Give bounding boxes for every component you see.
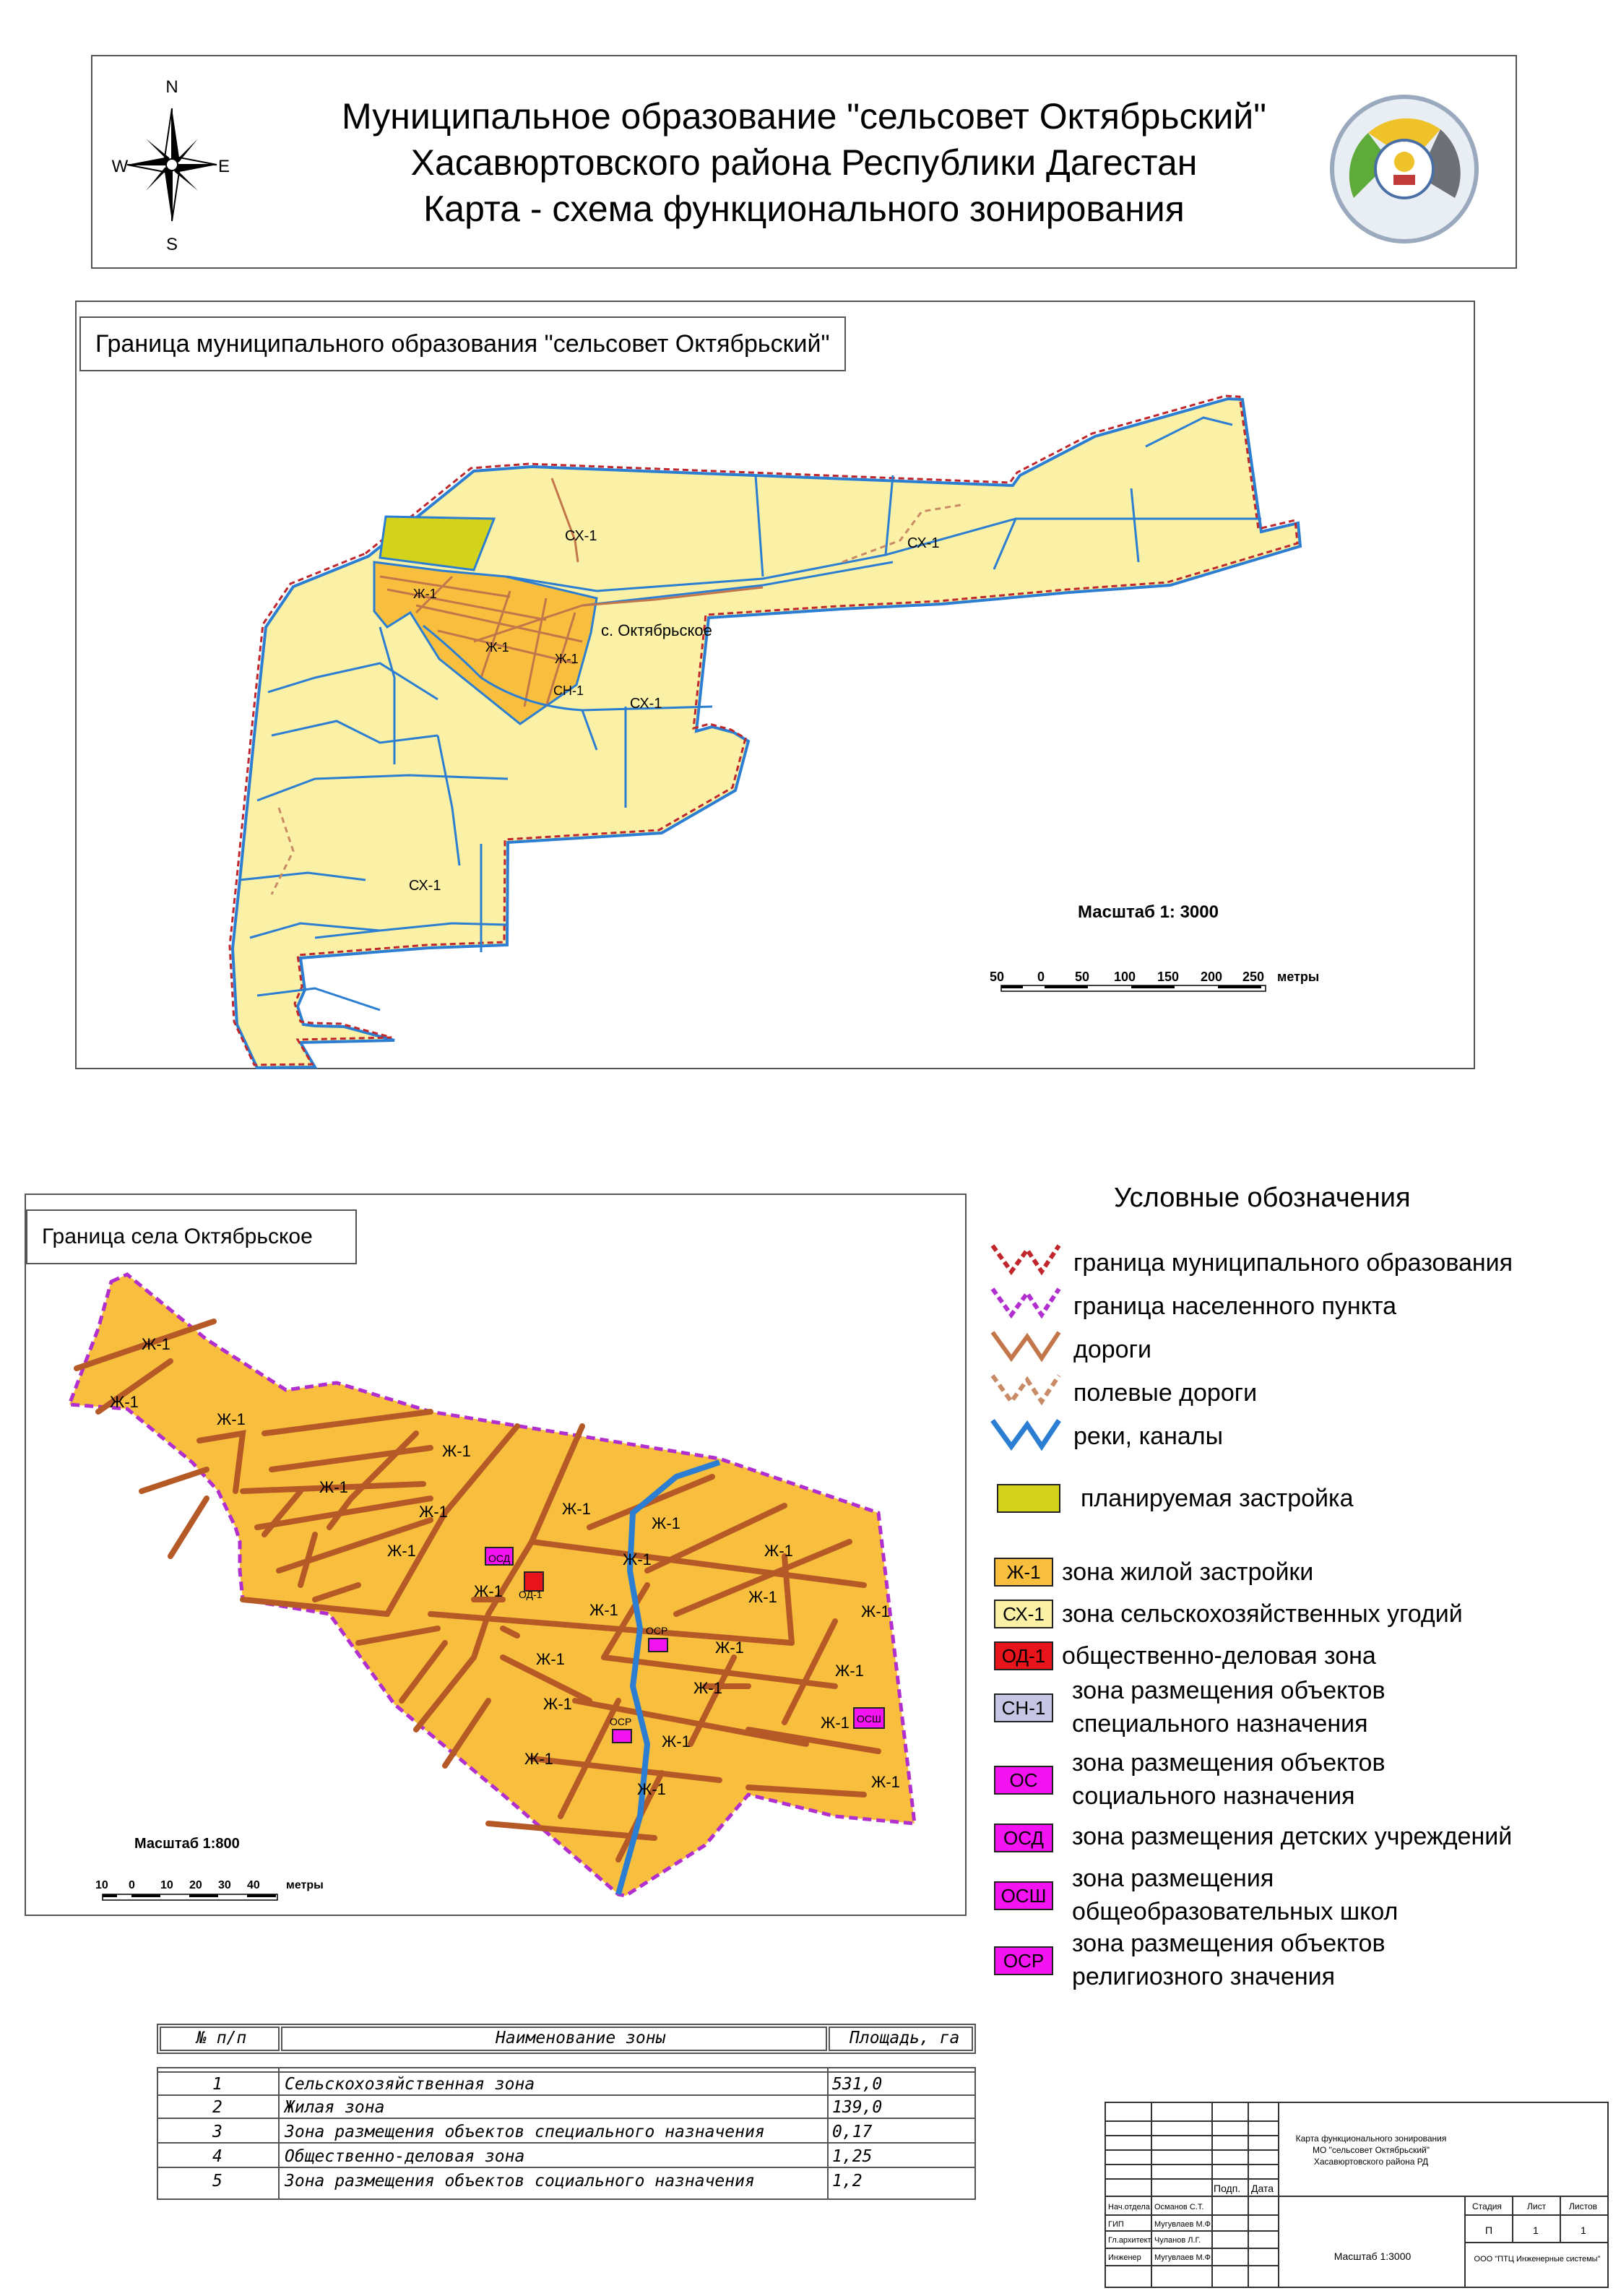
zones-table — [156, 2023, 977, 2204]
m1-tick-6: 250 — [1242, 970, 1265, 984]
row-3-name: Зона размещения объектов специального назначения — [285, 2123, 765, 2141]
v-zh1-2: Ж-1 — [110, 1393, 139, 1411]
label-osr-b: ОСР — [610, 1716, 632, 1727]
cx1-swatch: СХ-1 — [994, 1600, 1053, 1628]
legend-label-osr-a: зона размещения объектов — [1072, 1930, 1386, 1957]
compass-w: W — [111, 157, 129, 176]
stamp-sheet-h: Лист — [1527, 2201, 1547, 2211]
stamp-role-1: Нач.отдела — [1108, 2203, 1150, 2211]
title-line-1: Муниципальное образование "сельсовет Октябрьский" — [342, 96, 1266, 137]
legend-label-roads: дороги — [1073, 1336, 1151, 1363]
stamp-sheet-v: 1 — [1533, 2224, 1539, 2236]
label-zh1-b: Ж-1 — [485, 640, 509, 655]
v-zh1-12: Ж-1 — [474, 1582, 503, 1600]
header-frame — [91, 55, 1517, 269]
osr-swatch: ОСР — [994, 1946, 1053, 1975]
map2-scalebar — [95, 1879, 324, 1900]
municipal-boundary-symbol — [993, 1246, 1059, 1272]
legend-label-osd: зона размещения детских учреждений — [1072, 1823, 1513, 1850]
od1-swatch: ОД-1 — [994, 1641, 1053, 1670]
v-zh1-1: Ж-1 — [142, 1335, 170, 1353]
river-symbol — [993, 1420, 1059, 1446]
label-cx1-a: СХ-1 — [565, 528, 597, 544]
row-2-area: 139,0 — [832, 2098, 883, 2117]
legend-label-cn1-a: зона размещения объектов — [1072, 1677, 1386, 1704]
v-zh1-3: Ж-1 — [217, 1410, 246, 1428]
m1-tick-3: 100 — [1114, 970, 1136, 984]
legend-label-rivers: реки, каналы — [1073, 1423, 1224, 1450]
label-cx1-c: СХ-1 — [630, 696, 662, 712]
label-cx1-d: СХ-1 — [409, 878, 441, 894]
row-3-area: 0,17 — [832, 2123, 873, 2141]
row-2-num: 2 — [212, 2098, 222, 2117]
m2-tick-4: 30 — [218, 1879, 231, 1891]
osr-zone-b — [613, 1730, 631, 1743]
v-zh1-14: Ж-1 — [748, 1588, 777, 1606]
v-zh1-18: Ж-1 — [835, 1662, 864, 1680]
label-village: с. Октябрьское — [601, 621, 712, 639]
stamp-name-4: Мугувлаев М.Ф. — [1154, 2253, 1214, 2262]
row-5-area: 1,2 — [832, 2172, 863, 2191]
legend-title: Условные обозначения — [1114, 1183, 1411, 1213]
v-zh1-15: Ж-1 — [861, 1602, 890, 1620]
legend-line-symbols — [990, 1240, 1062, 1471]
v-zh1-7: Ж-1 — [562, 1500, 591, 1518]
row-4-num: 4 — [212, 2147, 222, 2166]
m2-tick-2: 10 — [160, 1879, 173, 1891]
osh-swatch: ОСШ — [994, 1881, 1053, 1910]
row-1-area: 531,0 — [832, 2075, 883, 2094]
field-road-symbol — [993, 1376, 1059, 1402]
v-zh1-5: Ж-1 — [319, 1478, 348, 1496]
m2-tick-5: 40 — [247, 1879, 260, 1891]
label-cx1-b: СХ-1 — [907, 535, 940, 551]
agri-zone-area — [233, 399, 1300, 1068]
compass-e: E — [217, 157, 230, 176]
map1-scalebar — [990, 970, 1319, 991]
stamp-name-2: Мугувлаев М.Ф. — [1154, 2220, 1214, 2229]
legend-label-osh-b: общеобразовательных школ — [1072, 1898, 1399, 1925]
legend-label-planned: планируемая застройка — [1081, 1485, 1354, 1512]
row-2-name: Жилая зона — [285, 2098, 385, 2117]
map1-scale-text: Масштаб 1: 3000 — [1078, 902, 1219, 922]
label-od1: ОД-1 — [519, 1589, 543, 1600]
m1-unit: метры — [1277, 970, 1320, 984]
compass-n: N — [165, 77, 178, 97]
stamp-name-3: Чуланов Л.Г. — [1154, 2236, 1201, 2245]
title-line-2: Хасавюртовского района Республики Дагестан — [410, 142, 1198, 183]
v-zh1-25: Ж-1 — [637, 1780, 666, 1798]
v-zh1-24: Ж-1 — [871, 1773, 900, 1791]
legend-label-osh-a: зона размещения — [1072, 1865, 1274, 1892]
stamp-project-2: МО "сельсовет Октябрьский" — [1312, 2145, 1430, 2155]
v-zh1-9: Ж-1 — [387, 1542, 416, 1560]
road-symbol — [993, 1332, 1059, 1358]
stamp-org: ООО "ПТЦ Инженерные системы" — [1474, 2255, 1601, 2263]
m1-tick-0: 50 — [990, 970, 1005, 984]
cn1-swatch: СН-1 — [994, 1693, 1053, 1722]
stamp-stage-v: П — [1485, 2224, 1493, 2236]
stamp-role-4: Инженер — [1108, 2253, 1141, 2262]
v-zh1-22: Ж-1 — [662, 1732, 691, 1751]
stamp-project-3: Хасавюртовского района РД — [1313, 2157, 1429, 2167]
title-line-3: Карта - схема функционального зонирования — [423, 189, 1185, 229]
stamp-role-2: ГИП — [1108, 2220, 1124, 2229]
th-name: Наименование зоны — [496, 2029, 666, 2047]
stamp-scale: Масштаб 1:3000 — [1333, 2250, 1412, 2262]
legend-label-cx1: зона сельскохозяйственных угодий — [1062, 1600, 1463, 1628]
legend-label-field-roads: полевые дороги — [1073, 1379, 1258, 1407]
m2-tick-0: 10 — [95, 1879, 108, 1891]
th-area: Площадь, га — [850, 2029, 960, 2047]
legend-label-municipal: граница муниципального образования — [1073, 1249, 1513, 1277]
settlement-boundary-symbol — [993, 1289, 1059, 1315]
v-zh1-6: Ж-1 — [419, 1503, 448, 1521]
v-zh1-11: Ж-1 — [764, 1542, 793, 1560]
legend-label-od1: общественно-деловая зона — [1062, 1642, 1376, 1670]
row-3-num: 3 — [212, 2123, 222, 2141]
row-1-num: 1 — [212, 2075, 222, 2094]
stamp-sheets-v: 1 — [1581, 2224, 1586, 2236]
m1-tick-1: 0 — [1037, 970, 1045, 984]
th-num: № п/п — [196, 2029, 247, 2047]
zh1-swatch: Ж-1 — [994, 1558, 1053, 1587]
legend-label-osr-b: религиозного значения — [1072, 1963, 1336, 1990]
m1-tick-2: 50 — [1075, 970, 1090, 984]
map2-scale-text: Масштаб 1:800 — [134, 1836, 240, 1852]
v-zh1-10: Ж-1 — [623, 1550, 652, 1568]
map2-caption: Граница села Октябрьское — [26, 1209, 357, 1264]
title-block-stamp — [1104, 2101, 1609, 2289]
row-4-name: Общественно-деловая зона — [285, 2147, 525, 2166]
osd-swatch: ОСД — [994, 1824, 1053, 1852]
municipal-map-frame — [75, 301, 1475, 1069]
stamp-project-1: Карта функционального зонирования — [1295, 2133, 1447, 2144]
m1-tick-5: 200 — [1201, 970, 1223, 984]
label-osd: ОСД — [488, 1553, 511, 1564]
v-zh1-17: Ж-1 — [536, 1650, 565, 1668]
legend-label-os-b: социального назначения — [1072, 1782, 1355, 1810]
compass-s: S — [165, 235, 178, 254]
m2-tick-3: 20 — [189, 1879, 202, 1891]
v-zh1-19: Ж-1 — [693, 1679, 722, 1697]
stamp-stage-h: Стадия — [1472, 2201, 1502, 2211]
village-map — [26, 1195, 965, 1915]
row-1-name: Сельскохозяйственная зона — [285, 2075, 535, 2094]
legend-label-os-a: зона размещения объектов — [1072, 1749, 1386, 1777]
os-swatch: ОС — [994, 1766, 1053, 1795]
stamp-sign: Подп. — [1214, 2183, 1241, 2194]
stamp-date: Дата — [1251, 2183, 1274, 2194]
map1-caption: Граница муниципального образования "сельсовет Октябрьский" — [79, 316, 846, 371]
label-zh1-c: Ж-1 — [555, 652, 579, 666]
v-zh1-8: Ж-1 — [652, 1514, 680, 1532]
label-zh1-a: Ж-1 — [413, 587, 437, 601]
v-zh1-23: Ж-1 — [524, 1750, 553, 1768]
legend-label-settlement: граница населенного пункта — [1073, 1292, 1397, 1320]
v-zh1-21: Ж-1 — [821, 1714, 850, 1732]
osr-zone-a — [649, 1639, 667, 1652]
emblem-icon — [1325, 90, 1484, 249]
v-zh1-20: Ж-1 — [543, 1695, 572, 1713]
stamp-role-3: Гл.архитект. — [1108, 2236, 1153, 2245]
label-osr-a: ОСР — [646, 1625, 668, 1636]
label-osh: ОСШ — [857, 1713, 881, 1725]
row-4-area: 1,25 — [832, 2147, 873, 2166]
m1-tick-4: 150 — [1157, 970, 1180, 984]
m2-tick-1: 0 — [129, 1879, 135, 1891]
row-5-name: Зона размещения объектов социального назначения — [285, 2172, 755, 2191]
village-map-frame — [25, 1194, 967, 1916]
municipal-map — [77, 302, 1474, 1068]
row-5-num: 5 — [212, 2172, 222, 2191]
v-zh1-16: Ж-1 — [715, 1639, 744, 1657]
planned-swatch — [997, 1484, 1060, 1513]
m2-unit: метры — [286, 1879, 324, 1891]
stamp-sheets-h: Листов — [1569, 2201, 1597, 2211]
label-cn1: СН-1 — [553, 683, 584, 698]
legend-label-zh1: зона жилой застройки — [1062, 1558, 1314, 1586]
v-zh1-4: Ж-1 — [442, 1442, 471, 1460]
stamp-name-1: Османов С.Т. — [1154, 2203, 1204, 2211]
v-zh1-13: Ж-1 — [589, 1601, 618, 1619]
legend-label-cn1-b: специального назначения — [1072, 1710, 1368, 1738]
